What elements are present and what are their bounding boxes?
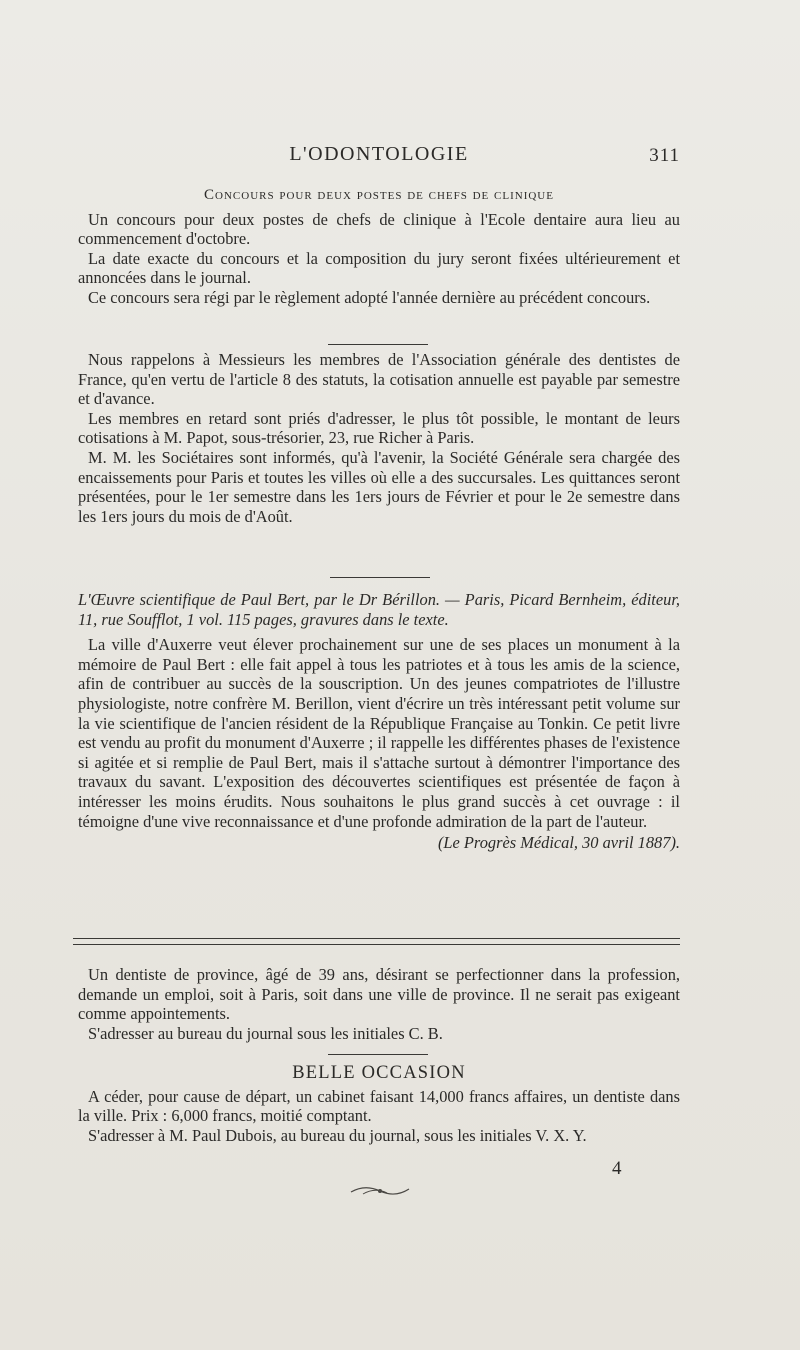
- occasion-title: BELLE OCCASION: [292, 1063, 466, 1083]
- signature-mark: 4: [612, 1158, 622, 1179]
- section-divider: [330, 577, 430, 578]
- paragraph: La date exacte du concours et la composition du jury seront fixées ultérieurement et annoncées dans le journal.: [78, 248, 680, 288]
- association-section: [78, 350, 680, 526]
- paragraph: Nous rappelons à Messieurs les membres de l'Association générale des dentistes de France, qu'en vertu de l'article 8 des statuts, la cotisation annuelle est payable par semestre et d'avance.: [78, 350, 680, 409]
- occasion-section: [78, 1064, 680, 1145]
- section-divider: [328, 344, 428, 345]
- paragraph: Un dentiste de province, âgé de 39 ans, désirant se perfectionner dans la profession, demande un emploi, soit à Paris, soit dans une ville de province. Il ne serait pas exigeant comme appointements.: [78, 965, 680, 1024]
- double-rule-divider: [73, 938, 680, 945]
- paragraph: Un concours pour deux postes de chefs de clinique à l'Ecole dentaire aura lieu au commencement d'octobre.: [78, 209, 680, 249]
- paragraph: S'adresser à M. Paul Dubois, au bureau du journal, sous les initiales V. X. Y.: [88, 1125, 587, 1145]
- ornament-icon: [345, 1178, 415, 1200]
- page-number: 311: [649, 145, 680, 166]
- section-divider: [328, 1054, 428, 1055]
- running-title: L'ODONTOLOGIE: [289, 143, 469, 165]
- paragraph: S'adresser au bureau du journal sous les initiales C. B.: [88, 1023, 443, 1043]
- paragraph: M. M. les Sociétaires sont informés, qu'à l'avenir, la Société Générale sera chargée des encaissements pour Paris et toutes les villes où elle a des succursales. Les quittances seront présentées, pour le 1er semestre dans les 1ers jours de Février et pour le 2e semestre dans les 1ers jours du mois de d'Août.: [78, 447, 680, 526]
- book-reference: L'Œuvre scientifique de Paul Bert, par le Dr Bérillon. — Paris, Picard Bernheim, éditeur, 11, rue Soufflot, 1 vol. 115 pages, gravures dans le texte.: [78, 590, 680, 629]
- paragraph: Les membres en retard sont priés d'adresser, le plus tôt possible, le montant de leurs cotisations à M. Papot, sous-trésorier, 23, rue Richer à Paris.: [78, 408, 680, 448]
- emploi-section: [78, 965, 680, 1043]
- concours-section: [78, 186, 680, 308]
- citation: (Le Progrès Médical, 30 avril 1887).: [437, 833, 680, 853]
- page-header: [78, 143, 680, 169]
- review-body: La ville d'Auxerre veut élever prochainement sur une de ses places un monument à la mémoire de Paul Bert : elle fait appel à tous les patriotes et à tous les amis de la science, afin de contribuer au succès de la souscription. Un des jeunes compatriotes de l'illustre physiologiste, notre confrère M. Berillon, vient d'écrire un très intéressant petit volume sur la vie scientifique de l'ancien résident de la République Française au Tonkin. Ce petit livre est vendu au profit du monument d'Auxerre ; il rappelle les différentes phases de l'existence si agitée et si remplie de Paul Bert, mais il s'attache surtout à démontrer l'importance des travaux du savant. L'exposition des découvertes scientifiques est présentée de façon à intéresser les moins érudits. Nous souhaitons le plus grand succès à cet ouvrage : il témoigne d'une vive reconnaissance et d'une profonde admiration de la part de l'auteur.: [78, 635, 680, 831]
- concours-title: Concours pour deux postes de chefs de clinique: [204, 187, 554, 203]
- review-section: [78, 590, 680, 853]
- paragraph: Ce concours sera régi par le règlement adopté l'année dernière au précédent concours.: [88, 287, 651, 307]
- paragraph: A céder, pour cause de départ, un cabinet faisant 14,000 francs affaires, un dentiste dans la ville. Prix : 6,000 francs, moitié comptant.: [78, 1086, 680, 1126]
